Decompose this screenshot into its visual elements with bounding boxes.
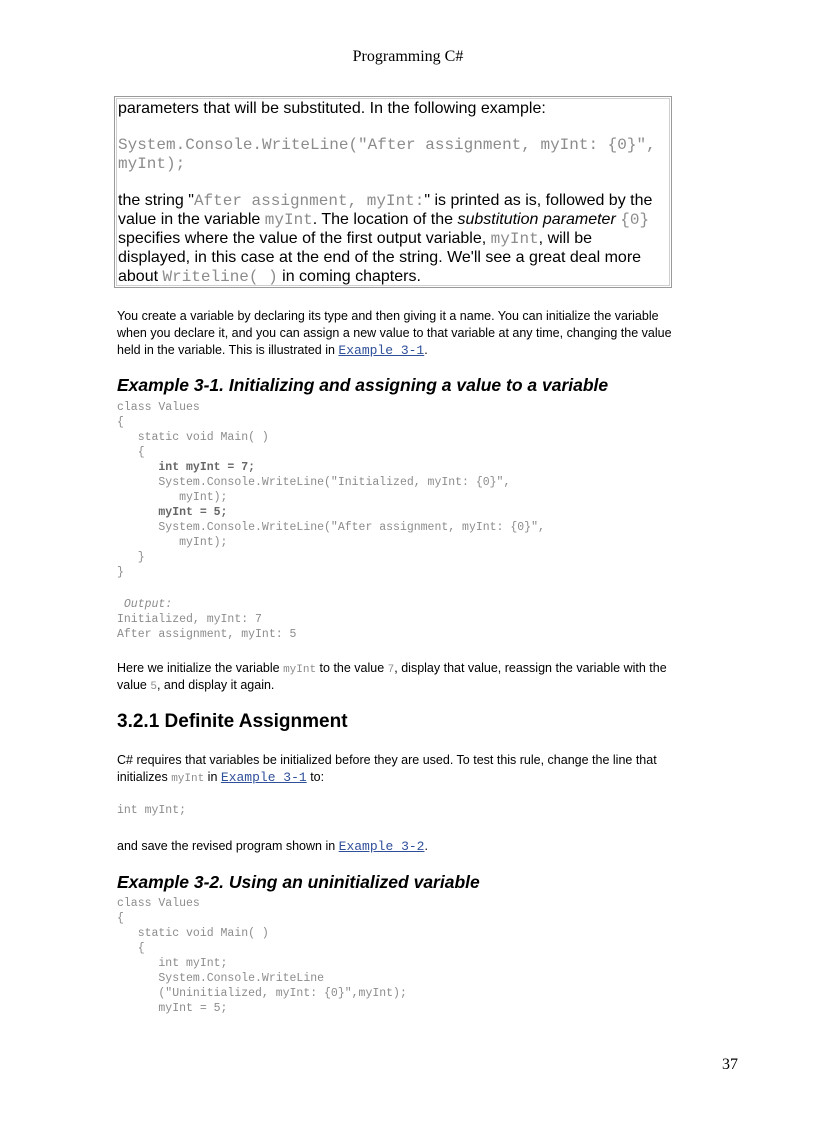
code-block: class Values { static void Main( ) { int myInt; System.Console.WriteLine ("Uninitialized, myInt: {0}",myInt); myInt = 5;: [117, 897, 407, 1015]
note-code-line: System.Console.WriteLine("After assignment, myInt: {0}",: [118, 136, 656, 154]
paragraph-line: value 5, and display it again.: [117, 678, 275, 693]
example-3-1-link[interactable]: Example 3-1: [220, 770, 307, 785]
example-3-2-link[interactable]: Example 3-2: [338, 839, 425, 854]
note-line: value in the variable myInt. The location of the substitution parameter {0}: [118, 211, 650, 229]
paragraph-line: held in the variable. This is illustrated in Example 3-1.: [117, 343, 428, 358]
note-line: about Writeline( ) in coming chapters.: [118, 268, 421, 286]
paragraph-line: when you declare it, and you can assign a new value to that variable at any time, changing the value: [117, 326, 672, 340]
note-line: parameters that will be substituted. In the following example:: [118, 100, 546, 117]
page-number: 37: [722, 1056, 738, 1073]
paragraph-line: initializes myInt in Example 3-1 to:: [117, 770, 325, 785]
paragraph-line: and save the revised program shown in Example 3-2.: [117, 839, 428, 854]
note-line: the string "After assignment, myInt:" is printed as is, followed by the: [118, 192, 653, 210]
note-code-line: myInt);: [118, 155, 186, 173]
note-box: [114, 96, 672, 288]
page-header: Programming C#: [352, 48, 464, 65]
example-heading: Example 3-1. Initializing and assigning a value to a variable: [117, 375, 609, 395]
note-line: displayed, in this case at the end of the string. We'll see a great deal more: [118, 249, 642, 266]
example-heading: Example 3-2. Using an uninitialized variable: [117, 872, 480, 892]
note-line: specifies where the value of the first output variable, myInt, will be: [118, 230, 593, 248]
code-snippet: int myInt;: [117, 804, 187, 817]
example-3-1-link[interactable]: Example 3-1: [338, 343, 425, 358]
section-heading: 3.2.1 Definite Assignment: [117, 711, 348, 732]
output-block: Initialized, myInt: 7 After assignment, myInt: 5: [117, 613, 297, 641]
paragraph-line: Here we initialize the variable myInt to the value 7, display that value, reassign the variable with the: [117, 661, 667, 676]
code-block: class Values { static void Main( ) { int myInt = 7; System.Console.WriteLine("Initialized, myInt: {0}", myInt); myInt = 5; System.Console.WriteLine("After assignment, myInt: {0}", myInt); } }: [117, 401, 545, 579]
paragraph-line: C# requires that variables be initialized before they are used. To test this rule, change the line that: [117, 753, 657, 767]
paragraph-line: You create a variable by declaring its type and then giving it a name. You can initialize the variable: [117, 309, 659, 323]
output-label: Output:: [117, 598, 173, 611]
